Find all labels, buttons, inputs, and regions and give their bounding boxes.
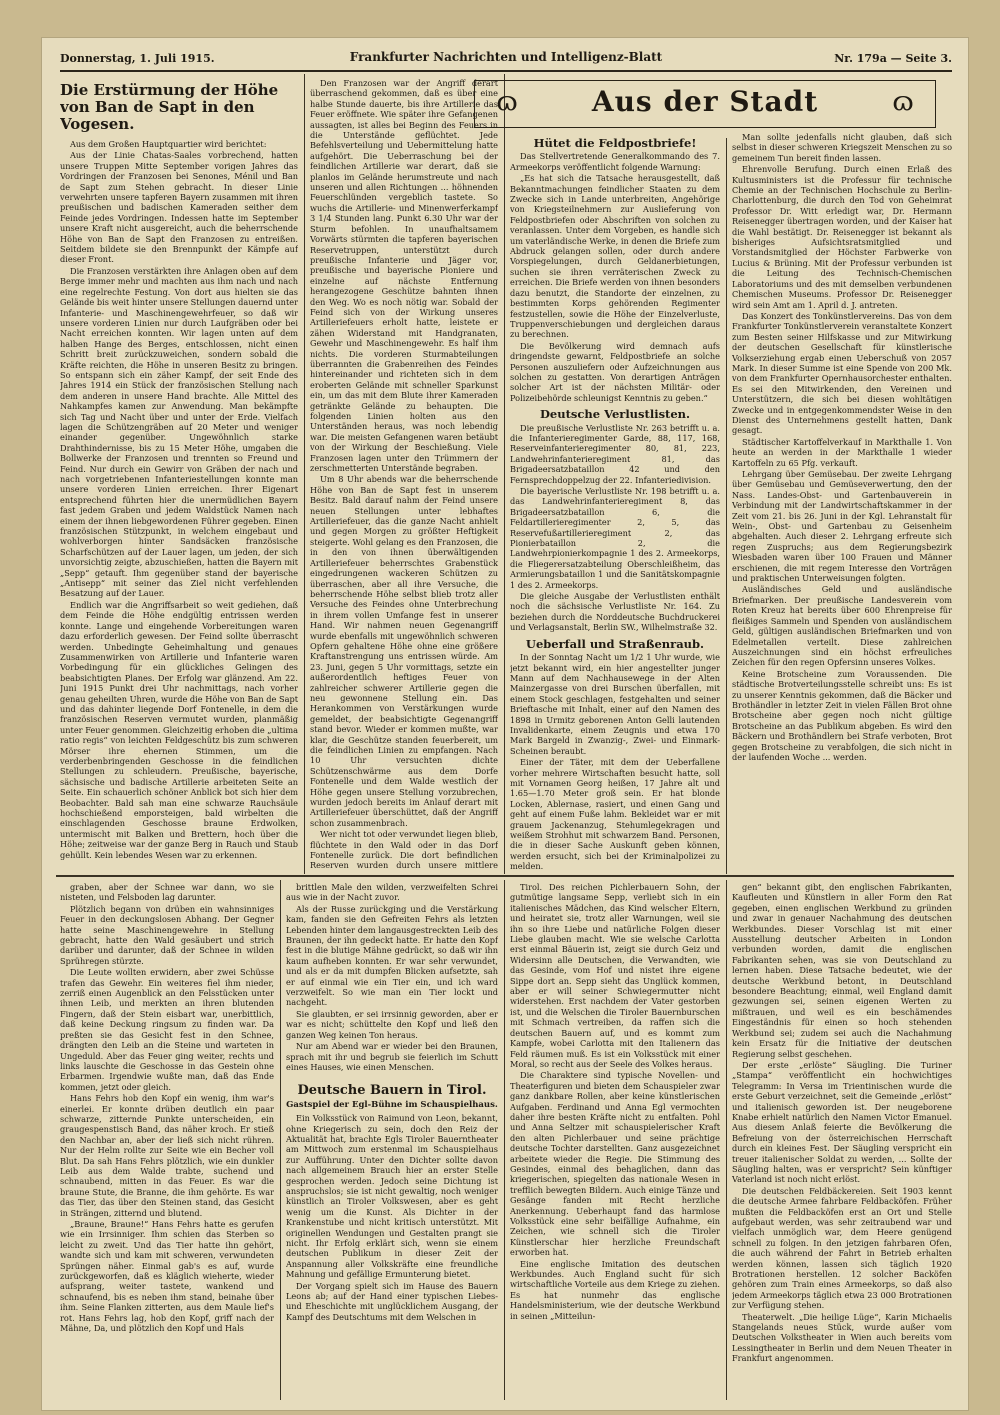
paragraph: Das Konzert des Tonkünstlervereins. Das von dem Frankfurter Tonkünstlerverein veranstaltete Konzert zum Besten seiner Hilfskasse und zur Mitwirkung der deutschen Gesellschaft für künstlerische Volkserziehung ergab einen Ueberschuß von 2057 Mark. In dieser Summe ist eine Spende von 200 Mk. von dem Frankfurter Opernhausorchester enthalten. Es sei den Mitwirkenden, den Vereinen und Unterstützern, die sich bei diesen wohltätigen Zwecke und in entgegenkommendster Weise in den Dienst des Unternehmens gestellt hatten, Dank gesagt. — [732, 310, 952, 436]
article-column-2 — [310, 78, 498, 872]
paragraph: Nur am Abend war er wieder bei den Braunen, sprach mit ihr und begrub sie feierlich im Schutt eines Hauses, wie einen Menschen. — [286, 1041, 498, 1072]
paragraph: Hans Fehrs hob den Kopf ein wenig, ihm war's einerlei. Er konnte drüben deutlich ein paar schwarze, zitternde Punkte unterscheiden, ein graugespenstisch Band, das näher kroch. Er stieß den Nachbar an, aber der ließ sich nicht rühren. Nur der Helm rollte zur Seite wie ein Becher voll Blut. Da sah Hans Fehrs plötzlich, wie ein dunkler Leib aus dem Walde trabte, suchend und schnaubend, mitten in das Feuer. Es war die braune Stute, die Branne, die ihm gehörte. Es war das Tier, das über den Steinen stand, das Gesicht in Strängen, zitternd und blutend. — [60, 1093, 274, 1218]
paragraph: Sie glaubten, er sei irrsinnig geworden, aber er war es nicht; schüttelte den Kopf und ließ den ganzen Weg keinen Ton heraus. — [286, 1008, 498, 1040]
paragraph: Der Vorgang spielt sich im Hause des Bauern Leons ab; auf der Hand einer typischen Liebes- und Eheschichte mit unglücklichem Ausgang, der Kampf des Deutschtums mit dem Welschen in — [286, 1280, 498, 1322]
paragraph: Die Leute wollten erwidern, aber zwei Schüsse trafen das Gewehr. Ein weiteres fiel ihm nieder, zerriß einen Augenblick an den Felsstücken unter ihnen Leib, und merkten an ihren blutenden Fingern, daß der Stein eisbart war, unerbittlich, daß keine Deckung ringsum zu finden war. Da preßten sie das Gesicht fest in den Schnee, drängten den Leib an die Steine und warteten in Ungeduld. Aber das Feuer ging weiter, rechts und links lauschte die Geschosse in das Gestein ohne Erbarmen. Irgendwie wußte man, daß das Ende kommen, jetzt oder gleich. — [60, 967, 274, 1092]
scroll-ornament-icon: ɷ — [892, 87, 914, 117]
article-column-1 — [60, 78, 298, 872]
paragraph: Die Charaktere sind typische Novellen- und Theaterfiguren und bieten dem Schauspieler zwar ganz dankbare Rollen, aber keine künstlerischen Aufgaben. Ferdinand und Anna Egl vermochten daher ihre besten Kräfte nicht zu entfalten. Pohl und Anna Seltzer mit schauspielerischer Kraft den alten Pichlerbauer und seine prächtige deutsche Tochter darstellten. Ganz ausgezeichnet arbeitete wieder die Regie. Die Stimmung des Gesindes, einmal des behaglichen, dann das kriegerischen, spiegelten das nationale Wesen in trefflich bewegten Bildern. Auch einige Tänze und Gesänge fanden mit Recht herzliche Anerkennung. Ueberhaupt fand das harmlose Volksstück eine sehr beifällige Aufnahme, ein Zeichen, wie schnell sich die Tiroler Künstlerschar hier herzliche Freundschaft erworben hat. — [510, 1070, 720, 1258]
paragraph: In der Sonntag Nacht um 1/2 1 Uhr wurde, wie jetzt bekannt wird, ein hier angestellter junger Mann auf dem Nachhausewege in der Alten Mainzergasse von drei Burschen überfallen, mit einem Stock geschlagen, festgehalten und seiner Brieftasche mit Inhalt, einer auf den Namen des 1898 in Urmitz geborenen Anton Gelli lautenden Invalidenkarte, einem Zeugnis und etwa 170 Mark Bargeld in Zwanzig-, Zwei- und Einmark-Scheinen beraubt. — [510, 652, 720, 756]
paragraph: Tirol. Des reichen Pichlerbauern Sohn, der gutmütige langsame Sepp, verliebt sich in ein italienisches Mädchen, das Kind welscher Eltern, und heiratet sie, trotz aller Warnungen, weil sie ihn so ihre Liebe und natürliche Folgen dieser Liebe glauben macht. Wie sie welsche Carlotta erst einmal Bäuerin ist, zeigt sie durch Geiz und Widersinn alle Deutschen, die Verwandten, wie das Gesinde, vom Hof und nistet ihre eigene Sippe dort an. Sepp sieht das Unglück kommen, aber er will seiner Schwiegermutter nicht widerstehen. Erst nachdem der Vater gestorben ist, und die Welschen die Tiroler Bauernburschen mit Schmach vertreiben, da raffen sich die deutschen Bauern auf, und es kommt zum Kampfe, wobei Carlotta mit den Italienern das Feld räumen muß. Es ist ein Volksstück mit einer Moral, so recht aus der Seele des Volkes heraus. — [510, 882, 720, 1069]
column-rule — [726, 880, 727, 1400]
article-headline: Die Erstürmung der Höhe von Ban de Sapt in den Vogesen. — [60, 81, 279, 133]
paragraph: Das Stellvertretende Generalkommando des 7. Armeekorps veröffentlicht folgende Warnung: — [510, 151, 720, 172]
paragraph: Theaterwelt. „Die heilige Lüge“, Karin Michaelis Stangelands neues Stück, wurde außer vom Deutschen Volkstheater in Wien auch bereits vom Lessingtheater in Berlin und dem Neuen Theater in Frankfurt angenommen. — [732, 1311, 952, 1364]
article-column-3 — [510, 132, 720, 872]
article-headline: Ueberfall und Straßenraub. — [525, 636, 705, 651]
section-title: Aus der Stadt — [591, 85, 819, 118]
article-headline: Hütet die Feldpostbriefe! — [533, 136, 697, 150]
article-headline: Deutsche Bauern in Tirol. — [297, 1083, 487, 1099]
paragraph: Aus dem Großen Hauptquartier wird berichtet: — [70, 139, 267, 149]
paragraph: Aus der Linie Chatas-Saales vorbrechend, hatten unsere Truppen Mitte September vorigen Jahres das Vordringen der Franzosen bei Senones, Ménil und Ban de Sapt zum Stehen gebracht. In dieser Linie verwehrten unsere tapferen Bayern zusammen mit ihren preußischen und badischen Kameraden seither dem Feinde jedes Vordringen. Indessen hatte im September unsere Kraft nicht ausgereicht, auch die beherrschende Höhe von Ban de Sapt den Franzosen zu entreißen. Seitdem bildete sie den Brennpunkt der Kämpfe auf dieser Front. — [60, 150, 298, 265]
article-headline: Deutsche Verlustlisten. — [539, 407, 691, 422]
article-subheadline: Gastspiel der Egl-Bühne im Schauspielhaus. — [286, 1099, 498, 1110]
feuilleton-column-1 — [60, 882, 274, 1398]
paragraph: Die deutschen Feldbäckereien. Seit 1903 kennt die deutsche Armee fahrbare Feldbacköfen. Früher mußten die Feldbacköfen erst an Ort und Stelle aufgebaut werden, was sehr zeitraubend war und vielfach unmöglich war, dem Heere genügend schnell zu folgen. In den jetzigen fahrbaren Ofen, die auch während der Fahrt in Betrieb erhalten werden können, lassen sich täglich 1920 Brotrationen herstellen. 12 solcher Backöfen gehören zum Train eines Armeekorps, so daß also jedem Armeekorps täglich etwa 23 000 Brotrationen zur Verfügung stehen. — [732, 1185, 952, 1311]
paragraph: Man sollte jedenfalls nicht glauben, daß sich selbst in dieser schweren Kriegszeit Menschen zu so gemeinem Tun bereit finden lassen. — [732, 132, 952, 163]
paragraph: Der erste „erlöste“ Säugling. Die Turiner „Stampa“ veröffentlicht ein hochwichtiges Telegramm: In Versa im Trientinischen wurde die erste Geburt verzeichnet, seit die Gemeinde „erlöst“ und italienisch geworden ist. Der neugeborene Knabe erhielt natürlich den Namen Victor Emanuel. Aus diesem Anlaß feierte die Bevölkerung die Befreiung von der österreichischen Herrschaft durch ein kleines Fest. Der Säugling verspricht ein treuer italienischer Soldat zu werden, ... Sollte der Säugling halten, was er verspricht? Sein künftiger Vaterland ist noch nicht erlöst. — [732, 1059, 952, 1185]
paragraph: Keine Brotscheine zum Voraussenden. Die städtische Brotverteilungsstelle schreibt uns: Es ist zu unserer Kenntnis gekommen, daß die Bäcker und Brothändler in letzter Zeit in vielen Fällen Brot ohne Brotscheine aber gegen noch nicht gültige Brotscheine an das Publikum abgeben. Es wird den Bäckern und Brothändlern bei Strafe verboten, Brot gegen Brotscheine zu verabfolgen, die sich nicht in der laufenden Woche ... werden. — [732, 668, 952, 762]
paragraph: Plötzlich begann von drüben ein wahnsinniges Feuer in den deckungslosen Abhang. Der Gegner hatte seine Maschinengewehre in Stellung gebracht, hatte den Wald gesäubert und strich darüber und darunter, daß der Schnee in wilden Sprühregen stürzte. — [60, 903, 274, 966]
article-column-4 — [732, 132, 952, 872]
paragraph: Ausländisches Geld und ausländische Briefmarken. Der preußische Landesverein vom Roten Kreuz hat bereits über 600 Ehrenpreise für fleißiges Sammeln und Spenden von ausländischem Geld, gültigen ausländischen Briefmarken und von Edelmetallen verteilt. Diese zahlreichen Auszeichnungen sind ein höchst erfreuliches Zeichen für den regen Opfersinn unseres Volkes. — [732, 584, 952, 668]
header-issue: Nr. 179a — Seite 3. — [834, 52, 952, 65]
horizontal-rule — [56, 875, 954, 877]
paragraph: „Braune, Braune!“ Hans Fehrs hatte es gerufen wie ein Irrsinniger. Ihm schien das Sterben so leicht zu zweit. Und das Tier hatte ihn gehört, wandte sich und kam mit schweren, verwundeten Sprüngen näher. Einmal gab's es auf, wurde zurückgeworfen, daß es kläglich wieherte, wieder aufsprang, weiter tastete, wankend und schnaufend, bis es neben ihm stand, beinahe über ihm. Seine Flanken zitterten, aus dem Maule lief's rot. Hans Fehrs lag, hob den Kopf, griff nach der Mähne, Da, und plötzlich den Kopf und Hals — [60, 1219, 274, 1334]
paragraph: brittlen Male den wilden, verzweifelten Schrei aus wie in der Nacht zuvor. — [286, 882, 498, 903]
paragraph: gen“ bekannt gibt, den englischen Fabrikanten, Kaufleuten und Künstlern in aller Form den Rat gegeben, einen englischen Werkbund zu gründen und zwar in genauer Nachahmung des deutschen Werkbundes. Dieser Vorschlag ist mit einer Ausstellung deutscher Arbeiten in London verbunden worden, damit die englischen Fabrikanten sehen, was sie von Deutschland zu lernen haben. Diese Tatsache bedeutet, wie der deutsche Werkbund betont, in Deutschland besondere Beachtung; einmal, weil England damit gezwungen sei, seinen eigenen Werten zu mißtrauen, und weil es ein beschämendes Eingeständnis für einen so hoch stehenden Werkbund sei; zudem sei auch die Nachahmung kein Ersatz für die Initiative der deutschen Regierung selbst geschehen. — [732, 882, 952, 1059]
paragraph: Die gleiche Ausgabe der Verlustlisten enthält noch die sächsische Verlustliste Nr. 164. Zu beziehen durch die Norddeutsche Buchdruckerei und Verlagsanstalt, Berlin SW., Wilhelmstraße 32. — [510, 591, 720, 633]
column-rule — [304, 74, 305, 874]
paragraph: Ein Volksstück von Raimund von Leon, bekannt, ohne Kriegerisch zu sein, doch den Reiz der Aktualität hat, brachte Egls Tiroler Bauerntheater am Mittwoch zum erstenmal im Schauspielhaus zur Aufführung. Unter den Dichter sollte davon nach allgemeinem Brauch hier an erster Stelle gesprochen werden. Jedoch seine Dichtung ist anspruchslos; sie ist nicht gewaltig, noch weniger künstlich an Tiroler Volkswesen, aber es geht wenig um die Kunst. Als Dichter in der Krankenstube und nicht kritisch unterstützt. Mit originellen Wendungen und Gestalten prangt sie nicht. Ihr Erfolg erklärt sich, wenn sie einem deutschen Publikum in dieser Zeit der Anspannung aller Volkskräfte eine freundliche Mahnung und gefällige Ermunterung bietet. — [286, 1113, 498, 1280]
paragraph: „Es hat sich die Tatsache herausgestellt, daß Bekanntmachungen feindlicher Staaten zu dem Zwecke sich in Lande unterbreiten, Angehörige von Kriegsteilnehmern zur Auslieferung von Feldpostbriefen oder Abschriften von solchen zu veranlassen. Unter dem Vorgeben, es handle sich um vaterländische Werke, in denen die Briefe zum Abdruck gelangen sollen, oder durch andere Vorspiegelungen, durch Geldanerbietungen, suchen sie ihren verräterischen Zweck zu erreichen. Die Briefe werden von ihnen besonders dazu benutzt, die Standorte der einzelnen, zu bestimmten Korps gehörenden Regimenter festzustellen, sowie die Höhe der Einzelverluste, Truppenverschiebungen und dergleichen daraus zu berechnen. — [510, 173, 720, 340]
paragraph: Die Franzosen verstärkten ihre Anlagen oben auf dem Berge immer mehr und machten aus ihm nach und nach eine regelrechte Festung. Von dort aus hielten sie das Gelände bis weit hinter unsere Stellungen dauernd unter Infanterie- und Maschinengewehrfeuer, so daß wir unsere vorderen Linien nur durch Laufgräben oder bei Nacht erreichen konnten. Wir lagen unten auf dem halben Hange des Berges, entschlossen, nicht einen Schritt breit zurückzuweichen, sondern sobald die Kräfte reichten, die Höhe in unseren Besitz zu bringen. So entspann sich ein zäher Kampf, der seit Ende des Jahres 1914 ein Stück der französischen Stellung nach dem anderen in unsere Hand brachte. Alle Mittel des Nahkampfes kamen zur Anwendung. Man bekämpfte sich Tag und Nacht über und unter der Erde. Vielfach lagen die Schützengräben auf 20 Meter und weniger einander gegenüber. Ungewöhnlich starke Drahthindernisse, bis zu 15 Meter Höhe, umgaben die Bollwerke der Franzosen und trennten so Freund und Feind. Nur durch ein Gewirr von Gräben der nach und nach vorgetriebenen Infanteriestellungen konnte man unsere vorderen Linien erreichen. Ihrer Eigenart entsprechend führten hier die unermüdlichen Bayern fast jedem Graben und jedem Waldstück Namen nach einem der ihnen liebgewordenen Führer gegeben. Einen französischen Stützpunkt, in welchem eingebaut und wohlverborgen hinter Sandsäcken französische Scharfschützen auf der Lauer lagen, um jeden, der sich unvorsichtig zeigte, abzuschießen, hatten die Bayern mit „Sepp“ getauft. Ihm gegenüber stand der bayerische „Antisepp“ mit seiner das Ziel nicht verfehlenden Besatzung auf der Lauer. — [60, 265, 298, 599]
header-date: Donnerstag, 1. Juli 1915. — [60, 52, 215, 65]
paragraph: Die bayerische Verlustliste Nr. 198 betrifft u. a. das Landwehrinfanterieregiment 8, das Brigadeersatzbataillon 6, die Feldartillerieregimenter 2, 5, das Reservefußartillerieregiment 2, das Pionierbataillon 2, die Landwehrpionierkompagnie 1 des 2. Armeekorps, die Fliegerersatzabteilung Oberschleißheim, das Armierungsbataillon 1 und die Sanitätskompagnie 1 des 2. Armeekorps. — [510, 486, 720, 590]
column-rule — [504, 74, 505, 874]
newspaper-page — [42, 38, 968, 1410]
feuilleton-column-4 — [732, 882, 952, 1398]
paragraph: Einer der Täter, mit dem der Ueberfallene vorher mehrere Wirtschaften besucht hatte, soll mit Vornamen Georg heißen, 17 Jahre alt und 1.65—1.70 Meter groß sein. Er hat blonde Locken, Ablernase, rasiert, und einen Gang und geht auf einem Fuße lahm. Bekleidet war er mit grauem Jackenanzug, Stehumlegekragen und weißem Strohhut mit schwarzem Band. Personen, die in dieser Sache Auskunft geben können, werden ersucht, sich bei der Kriminalpolizei zu melden. — [510, 757, 720, 872]
paragraph: Die Bevölkerung wird demnach aufs dringendste gewarnt, Feldpostbriefe an solche Personen auszuliefern oder Aufzeichnungen aus solchen zu gestatten. Von derartigen Anträgen solcher Art ist der nächsten Militär- oder Polizeibehörde schleunigst Kenntnis zu geben.“ — [510, 340, 720, 403]
column-rule — [726, 138, 727, 874]
paragraph: Endlich war die Angriffsarbeit so weit gediehen, daß dem Feinde die Höhe endgültig entrissen werden konnte. Lange und eingehende Vorbereitungen waren dazu erforderlich gewesen. Der Feind sollte überrascht werden. Unbedingte Geheimhaltung und genaues Zusammenwirken von Artillerie und Infanterie waren Vorbedingung für ein glückliches Gelingen des beabsichtigten Planes. Der Erfolg war glänzend. Am 22. Juni 1915 Punkt drei Uhr nachmittags, nach vorher genau geheilten Uhren, wurde die Höhe von Ban de Sapt und das dahinter liegende Dorf Fontenelle, in dem die französischen Reserven vermutet wurden, planmäßig unter Feuer genommen. Gleichzeitig erhoben die „ultima ratio regis“ von leichten Feldgeschütz bis zum schweren Mörser ihre ehernen Stimmen, um die verderbenbringenden Geschosse in die feindlichen Stellungen zu schleudern. Preußische, bayerische, sächsische und badische Artillerie arbeiteten Seite an Seite. Ein schauerlich schöner Anblick bot sich hier dem Beobachter. Bald sah man eine schwarze Rauchsäule hochschießend emporsteigen, bald wirbelten die einschlagenden Geschosse braune Erdwolken, untermischt mit Balken und Brettern, hoch über die Höhe; zeitweise war der ganze Berg in Rauch und Staub gehüllt. Kein lebendes Wesen war zu erkennen. — [60, 599, 298, 860]
paragraph: Den Franzosen war der Angriff derart überraschend gekommen, daß es über eine halbe Stunde dauerte, bis ihre Artillerie das Feuer eröffnete. Wie später ihre Gefangenen aussagten, ist alles bei Beginn des Feuers in die Unterstände geflüchtet. Jede Befehlsverteilung und Uebermittelung hatte aufgehört. Die Ueberraschung bei der feindlichen Artillerie war derart, daß sie planlos im Gelände herumstreute und nach unseren und allen Richtungen ... höhnenden Feuerschlünden vergeblich tastete. So wuchs die Artillerie- und Minenwerferkampf 3 1/4 Stunden lang. Punkt 6.30 Uhr war der Sturm befohlen. In unaufhaltsamem Vorwärts stürmten die tapferen bayerischen Reservetruppen, unterstützt durch preußische Infanterie und Jäger vor, preußische und bayerische Pioniere und einzelne auf nächste Entfernung herangezogene Geschütze bahnten ihnen den Weg. Wo es noch nötig war. Sobald der Feind sich von der Wirkung unseres Artilleriefeuers erholt hatte, leistete er zähen Widerstand mit Handgranaten, Gewehr und Maschinengewehr. Es half ihm nichts. Die vorderen Sturmabteilungen überrannten die Grabenreihen des Feindes hintereinander und richteten sich in dem eroberten Gelände mit schneller Sparkunst ein, um das mit dem Blute ihrer Kameraden getränkte Gelände zu behaupten. Die folgenden Linien holten aus den Unterständen heraus, was noch lebendig war. Die meisten Gefangenen waren betäubt von der Wirkung der Beschießung. Viele Franzosen lagen unter den Trümmern der zerschmetterten Unterstände begraben. — [310, 78, 498, 474]
paragraph: Um 8 Uhr abends war die beherrschende Höhe von Ban de Sapt fest in unserem Besitz. Bald darauf nahm der Feind unsere neuen Stellungen unter lebhaftes Artilleriefeuer, das die ganze Nacht anhielt und gegen Morgen zu größter Heftigkeit steigerte. Wohl gelang es den Franzosen, die in den von ihnen überwältigenden Artilleriefeuer beherrschtes Grabenstück eingedrungenen wackeren Schützen zu überraschen, aber all ihre Versuche, die beherrschende Höhe selbst blieb trotz aller Versuche des Feindes ohne Unterbrechung in ihrem vollen Umfange fest in unserer Hand. Wir nahmen neuen Gegenangriff wurde ebenfalls mit ungewöhnlich schweren Opfern gehaltene Höhe ohne eine größere Kraftanstrengung uns entrissen würde. Am 23. Juni, gegen 5 Uhr vormittags, setzte ein außerordentlich heftiges Feuer von zahlreicher schwerer Artillerie gegen die neu gewonnene Stellung ein. Das Herankommen von Verstärkungen wurde gemeldet, der beabsichtigte Gegenangriff stand bevor. Wieder er kommen mußte, war klar, die Geschütze standen feuerbereit, um die feindlichen Linien zu empfangen. Nach 10 Uhr versuchten dichte Schützenschwärme aus dem Dorfe Fontenelle und dem Walde westlich der Höhe gegen unsere Stellung vorzubrechen, wurden jedoch bereits im Anlauf derart mit Artilleriefeuer überschüttet, daß der Angriff schon zusammenbrach. — [310, 474, 498, 828]
scroll-ornament-icon: ɷ — [496, 87, 518, 117]
header-newspaper-title: Frankfurter Nachrichten und Intelligenz-Blatt — [349, 50, 663, 64]
paragraph: Ehrenvolle Berufung. Durch einen Erlaß des Kultusministers ist die Professur für technische Chemie an der Technischen Hochschule zu Berlin-Charlottenburg, die durch den Tod von Geheimrat Professor Dr. Witt erledigt war, Dr. Hermann Reisenegger übertragen worden, und der Kaiser hat die Wahl bestätigt. Dr. Reisenegger ist bekannt als bisheriges Aufsichtsratsmitglied und Vorstandsmitglied der Höchster Farbwerke von Lucius & Brüning. Mit der Professur verbunden ist die Leitung des Technisch-Chemischen Laboratoriums und des mit demselben verbundenen Chemischen Museums. Professor Dr. Reisenegger wird sein Amt am 1. April d. J. antreten. — [732, 164, 952, 310]
paragraph: Lehrgang über Gemüsebau. Der zweite Lehrgang über Gemüsebau und Gemüseverwertung, den der Nass. Landes-Obst- und Gartenbauverein in Verbindung mit der Landwirtschaftskammer in der Zeit vom 21. bis 26. Juni in der Kgl. Lehranstalt für Wein-, Obst- und Gartenbau zu Geisenheim abgehalten. Auch dieser 2. Lehrgang erfreute sich regen Zuspruchs; aus dem Regierungsbezirk Wiesbaden waren über 100 Frauen und Männer erschienen, die mit regem Interesse den Vorträgen und praktischen Unterweisungen folgten. — [732, 469, 952, 584]
paragraph: Als der Russe zurückging und die Verstärkung kam, fanden sie den Gefreiten Fehrs als letzten Lebenden hinter dem langausgestreckten Leib des Braunen, der ihn gedeckt hatte. Er hatte den Kopf fest in die blutige Mähne gedrückt, so daß wir ihn kaum aufheben konnten. Er war sehr verwundet, und als er da mit dumpfen Blicken aufsetzte, sah er auf einmal wie ein Tier ein, und ich ward verzweifelt. So wie man ein Tier lockt und nachgeht. — [286, 903, 498, 1008]
column-rule — [504, 880, 505, 1400]
column-rule — [280, 880, 281, 1400]
paragraph: graben, aber der Schnee war dann, wo sie nisteten, und Felsboden lag darunter. — [60, 882, 274, 903]
paragraph: Städtischer Kartoffelverkauf in Markthalle 1. Von heute an werden in der Markthalle 1 wieder Kartoffeln zu 65 Pfg. verkauft. — [732, 436, 952, 468]
section-masthead — [474, 80, 936, 128]
paragraph: Wer nicht tot oder verwundet liegen blieb, flüchtete in den Wald oder in das Dorf Fontenelle zurück. Die dort befindlichen Reserven wurden durch unsere mittlere — [310, 829, 498, 871]
feuilleton-column-3 — [510, 882, 720, 1398]
feuilleton-column-2 — [286, 882, 498, 1398]
page-header — [60, 48, 952, 72]
paragraph: Eine englische Imitation des deutschen Werkbundes. Auch England sucht für sich wirtschaftliche Vorteile aus dem Kriege zu ziehen. Es hat nunmehr das englische Handelsministerium, wie der deutsche Werkbund in seinen „Mitteilun- — [510, 1258, 720, 1321]
paragraph: Die preußische Verlustliste Nr. 263 betrifft u. a. die Infanterieregimenter Garde, 88, 117, 168, Reserveinfanterieregimenter 80, 81, 223, Landwehrinfanterieregiment 81, das Brigadeersatzbataillon 42 und den Fernsprechdoppelzug der 22. Infanteriedivision. — [510, 422, 720, 485]
